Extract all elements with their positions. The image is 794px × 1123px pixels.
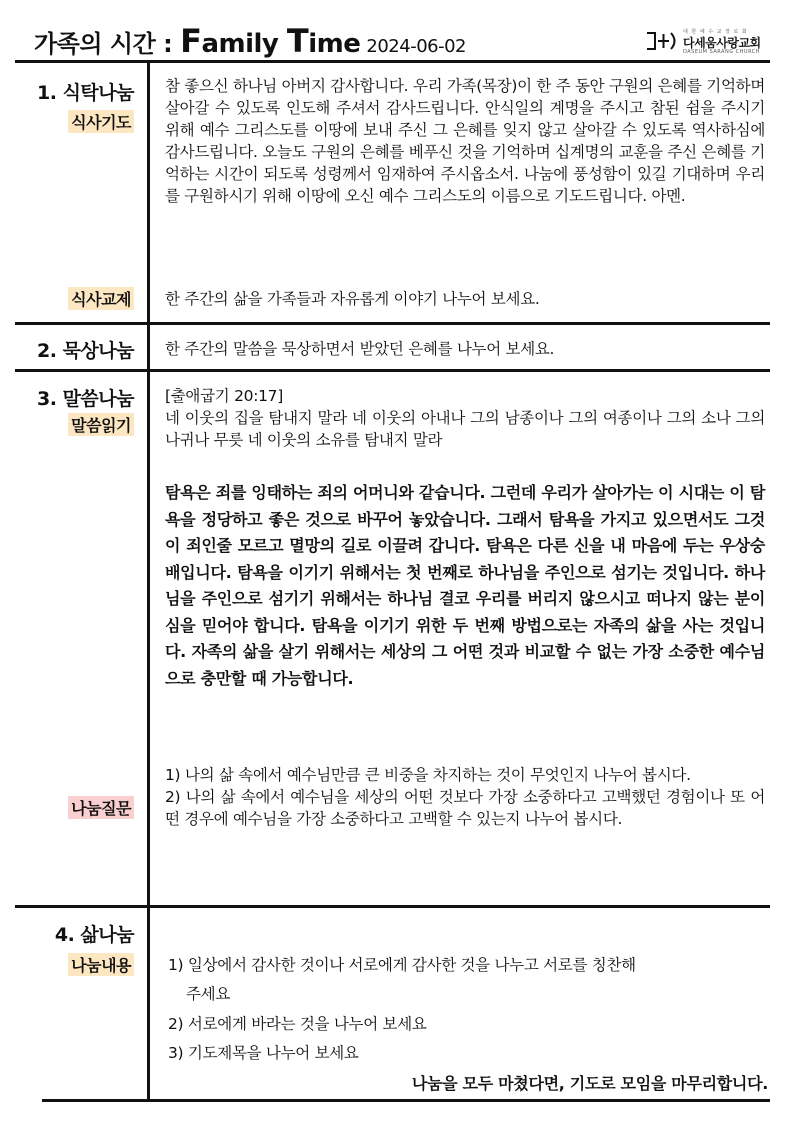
section-4-title: 4. 삶나눔 [54, 924, 134, 946]
meal-prayer-text: 참 좋으신 하나님 아버지 감사합니다. 우리 가족(목장)이 한 주 동안 구원의 은혜를 기억하며 살아갈 수 있도록 인도해 주셔서 감사드립니다. 안식일의 계명을 주시고 참된 쉼을 주시기 위해 예수 그리스도를 이땅에 보내 주신 그 은혜를 잊지 않고 살아갈 수 있도록 역사하심에 감사드립니다. 오늘도 구원의 은혜를 베푸신 것을 기억하며 십계명의 교훈을 주신 은혜를 기억하는 시간이 되도록 성령께서 임재하여 주시옵소서. 나눔에 풍성함이 있길 기대하며 우리를 구원하시기 위해 이땅에 오신 예수 그리스도의 이름으로 기도드립니다. 아멘. [165, 77, 765, 205]
fellowship-text: 한 주간의 삶을 가족들과 자유롭게 이야기 나누어 보세요. [165, 290, 540, 308]
meditation-text: 한 주간의 말씀을 묵상하면서 받았던 은혜를 나누어 보세요. [165, 340, 555, 358]
life-item-1: 1) 일상에서 감사한 것이나 서로에게 감사한 것을 나누고 서로를 칭찬해 [168, 956, 636, 974]
sermon-message: 탐욕은 죄를 잉태하는 죄의 어머니와 같습니다. 그런데 우리가 살아가는 이 시대는 이 탐욕을 정당하고 좋은 것으로 바꾸어 놓았습니다. 그래서 탐욕을 가지고 있으면서도 그것이 죄인줄 모르고 멸망의 길로 이끌려 갑니다. 탐욕은 다른 신을 내 마음에 두는 우상숭배입니다. 탐욕을 이기기 위해서는 첫 번째로 하나님을 주인으로 섬기는 것입니다. 하나님을 주인으로 섬기기 위해서는 하나님 결코 우리를 버리지 않으시고 떠나지 않는 분이심을 믿어야 합니다. 탐욕을 이기기 위한 두 번째 방법으로는 자족의 삶을 사는 것입니다. 자족의 삶을 살기 위해서는 세상의 그 어떤 것과 비교할 수 없는 가장 소중한 예수님으로 충만할 때 가능합니다. [165, 483, 765, 688]
title-letter-t: T [286, 22, 309, 60]
header-divider [15, 60, 770, 63]
tag-meal-fellowship: 식사교제 [68, 287, 134, 310]
title-korean: 가족의 시간 : [34, 30, 181, 58]
section-1-title: 1. 식탁나눔 [37, 82, 134, 104]
life-item-3: 3) 기도제목을 나누어 보세요 [168, 1044, 359, 1062]
title-ime: ime [308, 29, 361, 59]
title-letter-f: F [180, 22, 202, 60]
tag-scripture-reading: 말씀읽기 [68, 413, 134, 436]
question-2: 2) 나의 삶 속에서 예수님을 세상의 어떤 것보다 가장 소중하다고 고백했던 경험이나 또 어떤 경우에 예수님을 가장 소중하다고 고백할 수 있는지 나누어 봅시다. [165, 788, 765, 828]
logo-church-name: 다세움사랑교회 [683, 36, 761, 50]
question-1: 1) 나의 삶 속에서 예수님만큼 큰 비중을 차지하는 것이 무엇인지 나누어 봅시다. [165, 766, 691, 784]
section-divider-3 [15, 905, 770, 908]
logo-english-name: DASEUM SARANG CHURCH [683, 49, 761, 55]
life-item-1-continued: 주세요 [186, 985, 231, 1003]
page-title [34, 22, 466, 60]
tag-discussion-questions: 나눔질문 [68, 796, 134, 819]
section-divider-2 [15, 369, 770, 372]
closing-instruction: 나눔을 모두 마쳤다면, 기도로 모임을 마무리합니다. [411, 1074, 768, 1093]
title-amily: amily [201, 29, 287, 59]
logo-denomination: 대 한 예 수 교 장 로 회 [683, 29, 748, 35]
section-3-title: 3. 말씀나눔 [37, 388, 134, 410]
life-item-2: 2) 서로에게 바라는 것을 나누어 보세요 [168, 1015, 427, 1033]
scripture-verse: 네 이웃의 집을 탐내지 말라 네 이웃의 아내나 그의 남종이나 그의 여종이나 그의 소나 그의 나귀나 무릇 네 이웃의 소유를 탐내지 말라 [165, 409, 765, 449]
footer-divider [42, 1099, 770, 1102]
discussion-questions [165, 764, 765, 830]
column-divider [147, 61, 150, 1102]
tag-meal-prayer: 식사기도 [68, 110, 134, 133]
tag-sharing-content: 나눔내용 [68, 953, 134, 976]
section-2-title: 2. 묵상나눔 [37, 340, 134, 362]
page-date: 2024-06-02 [366, 36, 466, 57]
church-logo-icon [645, 30, 679, 52]
section-divider-1 [15, 322, 770, 325]
scripture-reference: [출애굽기 20:17] [165, 387, 283, 405]
page-header [0, 0, 794, 60]
church-logo [645, 28, 770, 56]
